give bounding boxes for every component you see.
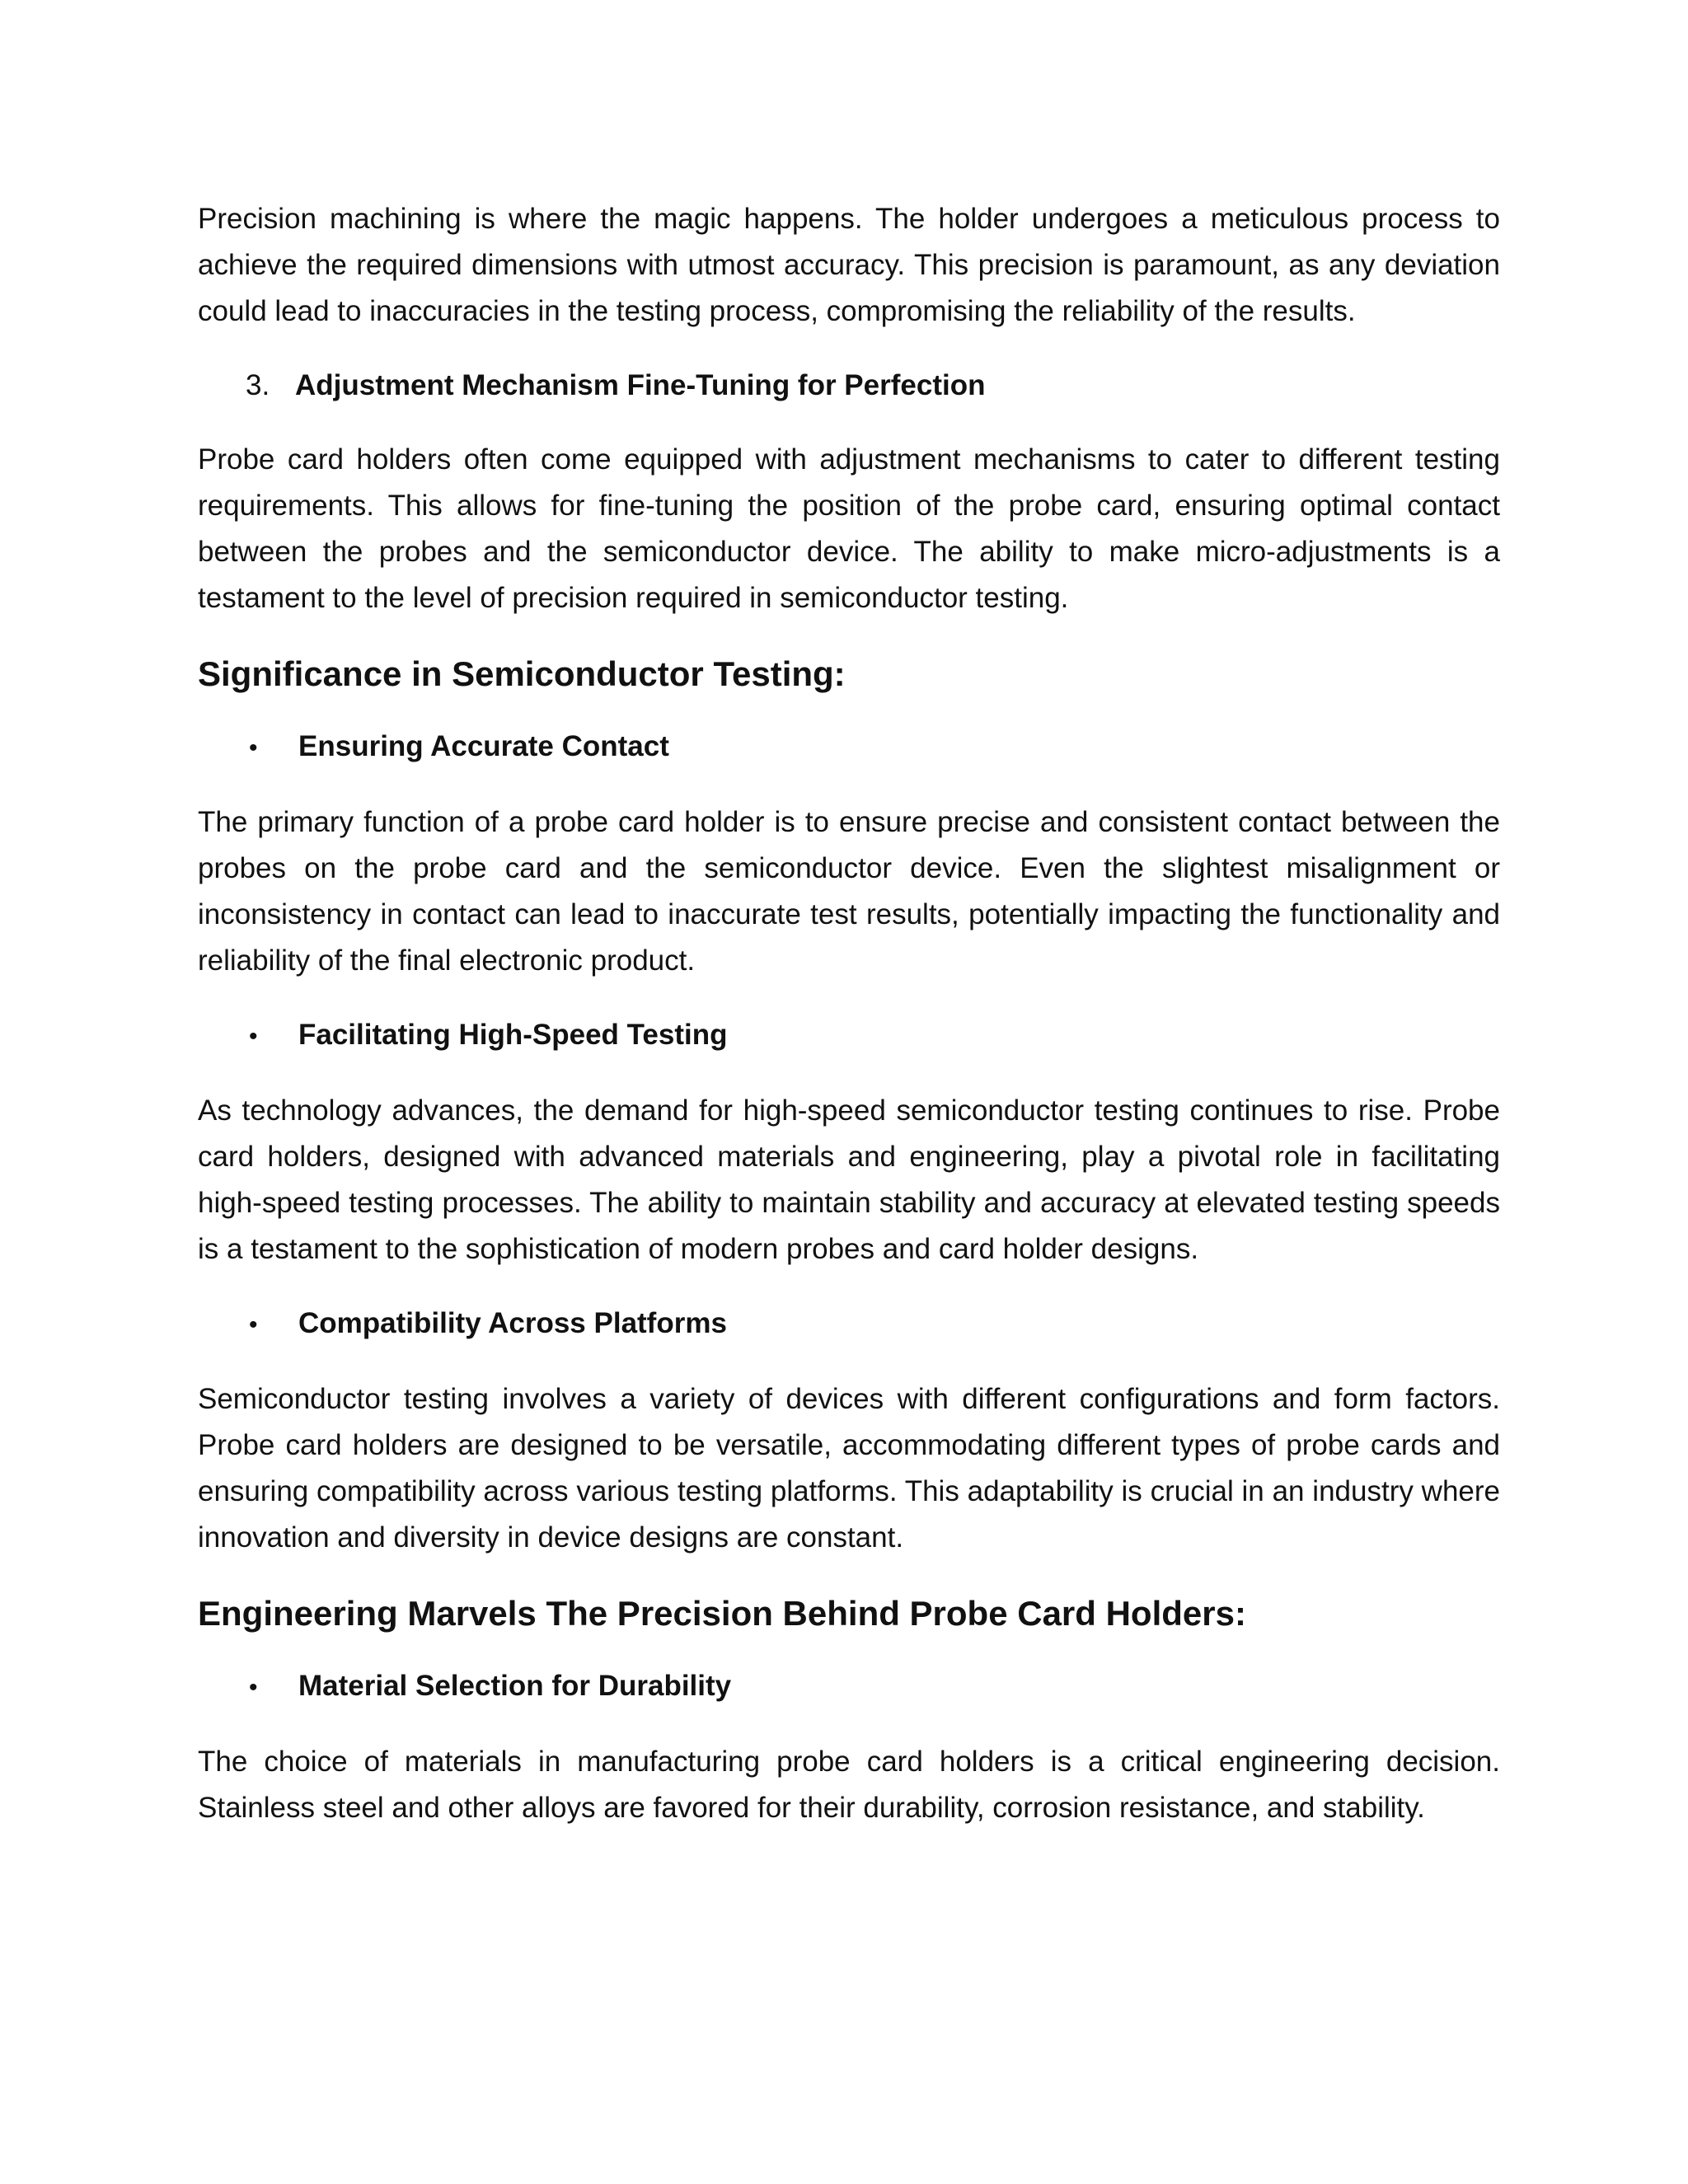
heading-engineering-marvels: Engineering Marvels The Precision Behind Probe Card Holders: <box>198 1594 1246 1633</box>
bullet-item-compatibility <box>198 1301 1500 1348</box>
bullet-icon: • <box>249 1023 258 1050</box>
paragraph-accurate-contact: The primary function of a probe card holder is to ensure precise and consistent contact between the probes on the probe card and the semiconductor device. Even the slightest misalignment or inconsistency in contact can lead to inaccurate test results, potentially impacting the functionality and reliability of the final electronic product. <box>198 806 1500 977</box>
paragraph-compatibility: Semiconductor testing involves a variety of devices with different configurations and form factors. Probe card holders are designed to be versatile, accommodating different types of probe cards and ensuring compatibility across various testing platforms. This adaptability is crucial in an industry where innovation and diversity in device designs are constant. <box>198 1383 1500 1554</box>
list-number: 3. <box>246 369 270 401</box>
bullet-icon: • <box>249 1311 258 1338</box>
bullet-icon: • <box>249 734 258 762</box>
list-item-title: Adjustment Mechanism Fine-Tuning for Perfection <box>295 369 986 401</box>
list-item-title: Compatibility Across Platforms <box>298 1307 727 1339</box>
list-item-title: Material Selection for Durability <box>298 1670 732 1702</box>
list-item-title: Ensuring Accurate Contact <box>298 730 669 762</box>
document-page <box>198 196 1500 1859</box>
paragraph-material-selection: The choice of materials in manufacturing probe card holders is a critical engineering decision. Stainless steel and other alloys are favored for their durability, corrosion resistance, and stability. <box>198 1746 1500 1824</box>
paragraph-adjustment-mechanisms: Probe card holders often come equipped with adjustment mechanisms to cater to different testing requirements. This allows for fine-tuning the position of the probe card, ensuring optimal contact between the probes and the semiconductor device. The ability to make micro-adjustments is a testament to the level of precision required in semiconductor testing. <box>198 443 1500 614</box>
bullet-item-high-speed-testing <box>198 1012 1500 1060</box>
paragraph-precision-machining: Precision machining is where the magic happens. The holder undergoes a meticulous process to achieve the required dimensions with utmost accuracy. This precision is paramount, as any deviation could lead to inaccuracies in the testing process, compromising the reliability of the results. <box>198 203 1500 327</box>
bullet-item-accurate-contact <box>198 724 1500 771</box>
bullet-item-material-selection <box>198 1663 1500 1711</box>
bullet-icon: • <box>249 1674 258 1701</box>
list-item-title: Facilitating High-Speed Testing <box>298 1019 728 1051</box>
heading-significance: Significance in Semiconductor Testing: <box>198 654 846 693</box>
numbered-item-adjustment-mechanism <box>198 363 1500 409</box>
paragraph-high-speed-testing: As technology advances, the demand for high-speed semiconductor testing continues to rise. Probe card holders, designed with advanced materials and engineering, play a pivotal role in facilitating high-speed testing processes. The ability to maintain stability and accuracy at elevated testing speeds is a testament to the sophistication of modern probes and card holder designs. <box>198 1094 1500 1265</box>
